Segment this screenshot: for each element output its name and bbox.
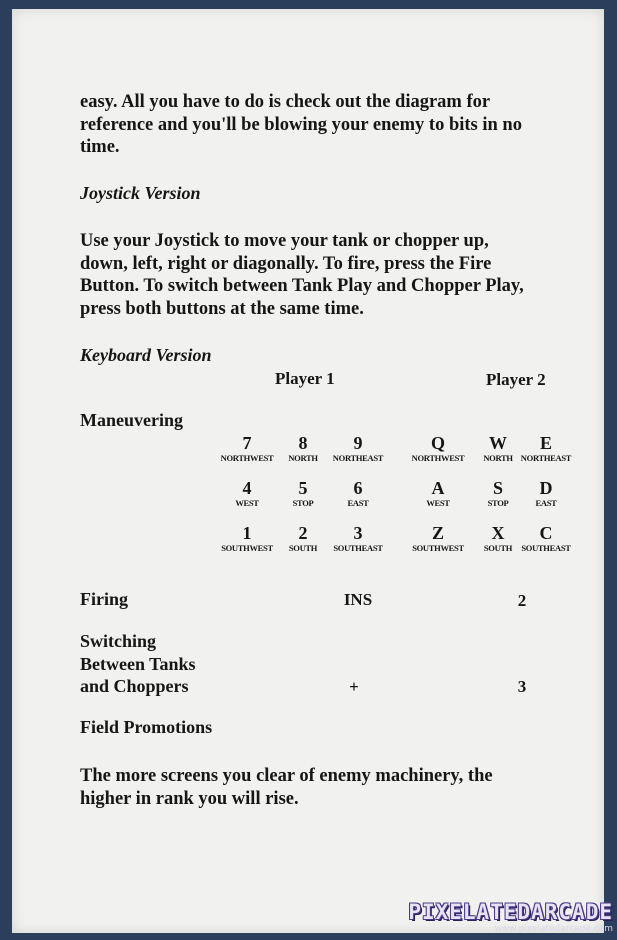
key-label: 3 xyxy=(353,523,363,543)
direction-label: SOUTH xyxy=(483,543,513,553)
key-label: 2 xyxy=(298,523,308,543)
joystick-paragraph xyxy=(80,230,524,320)
joystick-line: Use your Joystick to move your tank or chopper up, xyxy=(80,231,489,251)
key-label: D xyxy=(539,478,553,498)
p2-key-east xyxy=(511,478,581,509)
p1-key-east xyxy=(323,478,393,509)
promotions-line: higher in rank you will rise. xyxy=(80,788,299,809)
direction-label: STOP xyxy=(487,498,509,508)
p2-key-southeast xyxy=(511,523,581,554)
intro-paragraph xyxy=(80,91,522,159)
firing-label: Firing xyxy=(80,589,128,609)
p1-key-northeast xyxy=(323,433,393,464)
key-label: 5 xyxy=(298,478,308,498)
direction-label: WEST xyxy=(426,498,450,508)
key-label: Z xyxy=(431,523,444,543)
direction-label: SOUTH xyxy=(288,543,318,553)
key-label: 1 xyxy=(242,523,252,543)
switching-p1-value: + xyxy=(349,677,359,696)
direction-label: NORTHWEST xyxy=(220,453,274,463)
promotions-paragraph xyxy=(80,765,493,810)
direction-label: NORTHEAST xyxy=(520,453,572,463)
manual-page xyxy=(12,9,604,933)
switching-label-line: Between Tanks xyxy=(80,653,196,674)
p1-key-southeast xyxy=(323,523,393,554)
switching-label-line: Switching xyxy=(80,631,157,651)
player1-header: Player 1 xyxy=(275,369,335,388)
maneuvering-label: Maneuvering xyxy=(80,410,183,430)
joystick-heading: Joystick Version xyxy=(80,183,201,203)
direction-label: NORTH xyxy=(483,453,513,463)
direction-label: SOUTHWEST xyxy=(221,543,273,553)
switching-label-line: and Choppers xyxy=(80,676,189,696)
watermark-url: www.pixelatedarcade.com xyxy=(494,924,613,934)
watermark xyxy=(408,900,613,935)
direction-label: NORTHWEST xyxy=(411,453,465,463)
direction-label: SOUTHWEST xyxy=(412,543,464,553)
firing-p1-value: INS xyxy=(343,590,373,609)
key-label: 9 xyxy=(353,433,363,453)
joystick-line: down, left, right or diagonally. To fire, press the Fire xyxy=(80,253,492,274)
direction-label: NORTH xyxy=(288,453,318,463)
direction-label: WEST xyxy=(235,498,259,508)
key-label: 8 xyxy=(298,433,308,453)
direction-label: SOUTHEAST xyxy=(521,543,571,553)
direction-label: NORTHEAST xyxy=(332,453,384,463)
key-label: A xyxy=(431,478,445,498)
key-label: X xyxy=(491,523,505,543)
switching-p2-value: 3 xyxy=(517,677,527,696)
direction-label: SOUTHEAST xyxy=(333,543,383,553)
direction-label: STOP xyxy=(292,498,314,508)
keyboard-heading: Keyboard Version xyxy=(80,345,212,365)
key-label: 6 xyxy=(353,478,363,498)
firing-p2-value: 2 xyxy=(517,591,527,610)
switching-label xyxy=(80,630,196,698)
intro-line: time. xyxy=(80,137,120,157)
p2-key-northeast xyxy=(511,433,581,464)
promotions-line: The more screens you clear of enemy machinery, the xyxy=(80,766,493,786)
promotions-heading: Field Promotions xyxy=(80,717,213,737)
intro-line: easy. All you have to do is check out the diagram for xyxy=(80,92,491,112)
key-label: Q xyxy=(430,433,445,453)
joystick-line: press both buttons at the same time. xyxy=(80,298,364,319)
direction-label: EAST xyxy=(535,498,557,508)
joystick-line: Button. To switch between Tank Play and Chopper Play, xyxy=(80,276,524,296)
key-label: W xyxy=(489,433,507,453)
direction-label: EAST xyxy=(347,498,369,508)
key-label: 7 xyxy=(242,433,252,453)
key-label: S xyxy=(492,478,503,498)
key-label: C xyxy=(539,523,553,543)
watermark-logo: PIXELATEDARCADE xyxy=(408,900,613,924)
key-label: E xyxy=(539,433,552,453)
key-label: 4 xyxy=(242,478,252,498)
intro-line: reference and you'll be blowing your enemy to bits in no xyxy=(80,114,522,135)
player2-header: Player 2 xyxy=(486,370,546,389)
